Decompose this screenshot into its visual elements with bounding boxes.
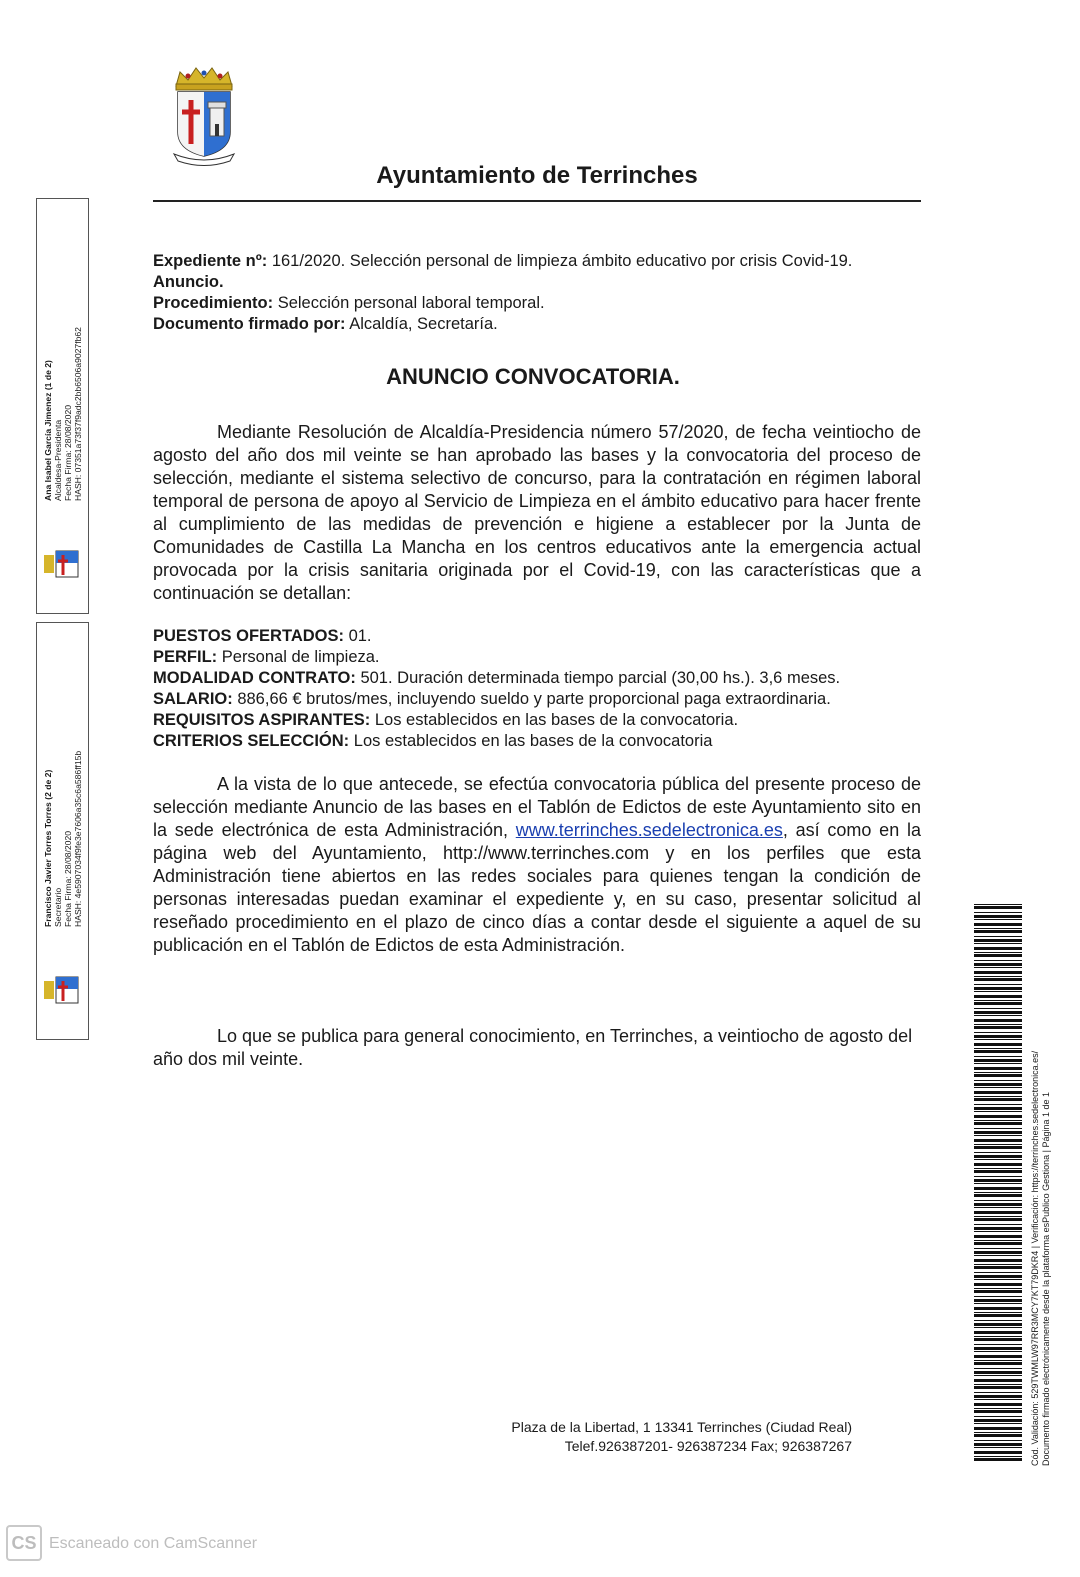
header-divider xyxy=(153,200,921,202)
organization-title: Ayuntamiento de Terrinches xyxy=(376,162,698,189)
camscanner-logo: CS xyxy=(6,1525,42,1561)
body-paragraph-3: Lo que se publica para general conocimiento, en Terrinches, a veintiocho de agosto del año dos mil veinte. xyxy=(153,1026,913,1069)
detail-row: SALARIO: 886,66 € brutos/mes, incluyendo sueldo y parte proporcional paga extraordinaria. xyxy=(153,690,831,708)
body-paragraph-2: A la vista de lo que antecede, se efectúa convocatoria pública del presente proceso de selección mediante Anuncio de las bases en el Tablón de Edictos de este Ayuntamiento sito en la sede electrónica de esta Administración, www.terrinches.sedelectronica.es, así como en la página web del Ayuntamiento, http://www.terrinches.com y en los perfiles que esta Administración tiene abiertos en las redes sociales para quienes tengan la condición de personas interesadas puedan examinar el expediente y, en su caso, presentar solicitud al reseñado procedimiento en el plazo de cinco días a contar desde el siguiente a aquel de su publicación en el Tablón de Edictos de esta Administración. xyxy=(153,774,921,955)
document-title: ANUNCIO CONVOCATORIA. xyxy=(386,364,680,389)
detail-row: REQUISITOS ASPIRANTES: Los establecidos en las bases de la convocatoria. xyxy=(153,711,739,729)
signature-text: Ana Isabel García Jimenez (1 de 2) Alcaldesa-Presidenta Fecha Firma: 28/08/2020 HASH: 07351a73f37f9adc2bb6506a9027fb62 xyxy=(43,327,83,501)
position-details xyxy=(153,626,933,752)
signature-box-2 xyxy=(36,622,89,1040)
expediente-line: Expediente nº: 161/2020. Selección personal de limpieza ámbito educativo por crisis Covid-19. xyxy=(153,252,853,270)
camscanner-watermark: Escaneado con CamScanner xyxy=(49,1535,258,1552)
sede-electronica-link[interactable]: www.terrinches.sedelectronica.es xyxy=(515,820,783,840)
barcode-icon xyxy=(974,904,1022,1466)
anuncio-line: Anuncio. xyxy=(153,273,224,291)
firmado-line: Documento firmado por: Alcaldía, Secretaría. xyxy=(153,315,498,333)
file-metadata xyxy=(153,251,933,335)
body-paragraph-1: Mediante Resolución de Alcaldía-Presidencia número 57/2020, de fecha veintiocho de agosto del año dos mil veinte se han aprobado las bases y la convocatoria del proceso de selección, mediante el sistema selectivo de concurso, para la contratación en régimen laboral temporal de persona de apoyo al Servicio de Limpieza en el ámbito educativo para hacer frente al cumplimiento de las medidas de prevención e higiene a establecer por la Junta de Comunidades de Castilla La Mancha en los centros educativos ante la emergencia actual provocada por la crisis sanitaria originada por el Covid-19, con las características que a continuación se detallan: xyxy=(153,422,921,603)
signature-box-1 xyxy=(36,198,89,614)
detail-row: PERFIL: Personal de limpieza. xyxy=(153,648,380,666)
detail-row: MODALIDAD CONTRATO: 501. Duración determinada tiempo parcial (30,00 hs.). 3,6 meses. xyxy=(153,669,841,687)
procedimiento-line: Procedimiento: Selección personal laboral temporal. xyxy=(153,294,545,312)
verification-text: Cód. Validación: 529TWMLW97RR3MCY7KT79DKR4 | Verificación: https://terrinches.sedelectronica.es/ Documento firmado electrónicamente desde la plataforma esPublico Gestiona | Página 1 de 1 xyxy=(1030,1050,1051,1466)
detail-row: PUESTOS OFERTADOS: 01. xyxy=(153,627,372,645)
footer-phone-line: Telef.926387201- 926387234 Fax; 926387267 xyxy=(564,1438,852,1454)
footer-address xyxy=(440,1418,852,1456)
detail-row: CRITERIOS SELECCIÓN: Los establecidos en las bases de la convocatoria xyxy=(153,732,713,750)
coat-of-arms-icon xyxy=(168,62,240,166)
signature-text: Francisco Javier Torres Torres (2 de 2) Secretario Fecha Firma: 28/08/2020 HASH: 4e5907034f9fe3e7606a35c6a586ff15b xyxy=(43,750,83,927)
signature-seal-icon xyxy=(42,547,82,583)
signature-seal-icon xyxy=(42,973,82,1009)
footer-address-line: Plaza de la Libertad, 1 13341 Terrinches (Ciudad Real) xyxy=(511,1419,852,1435)
